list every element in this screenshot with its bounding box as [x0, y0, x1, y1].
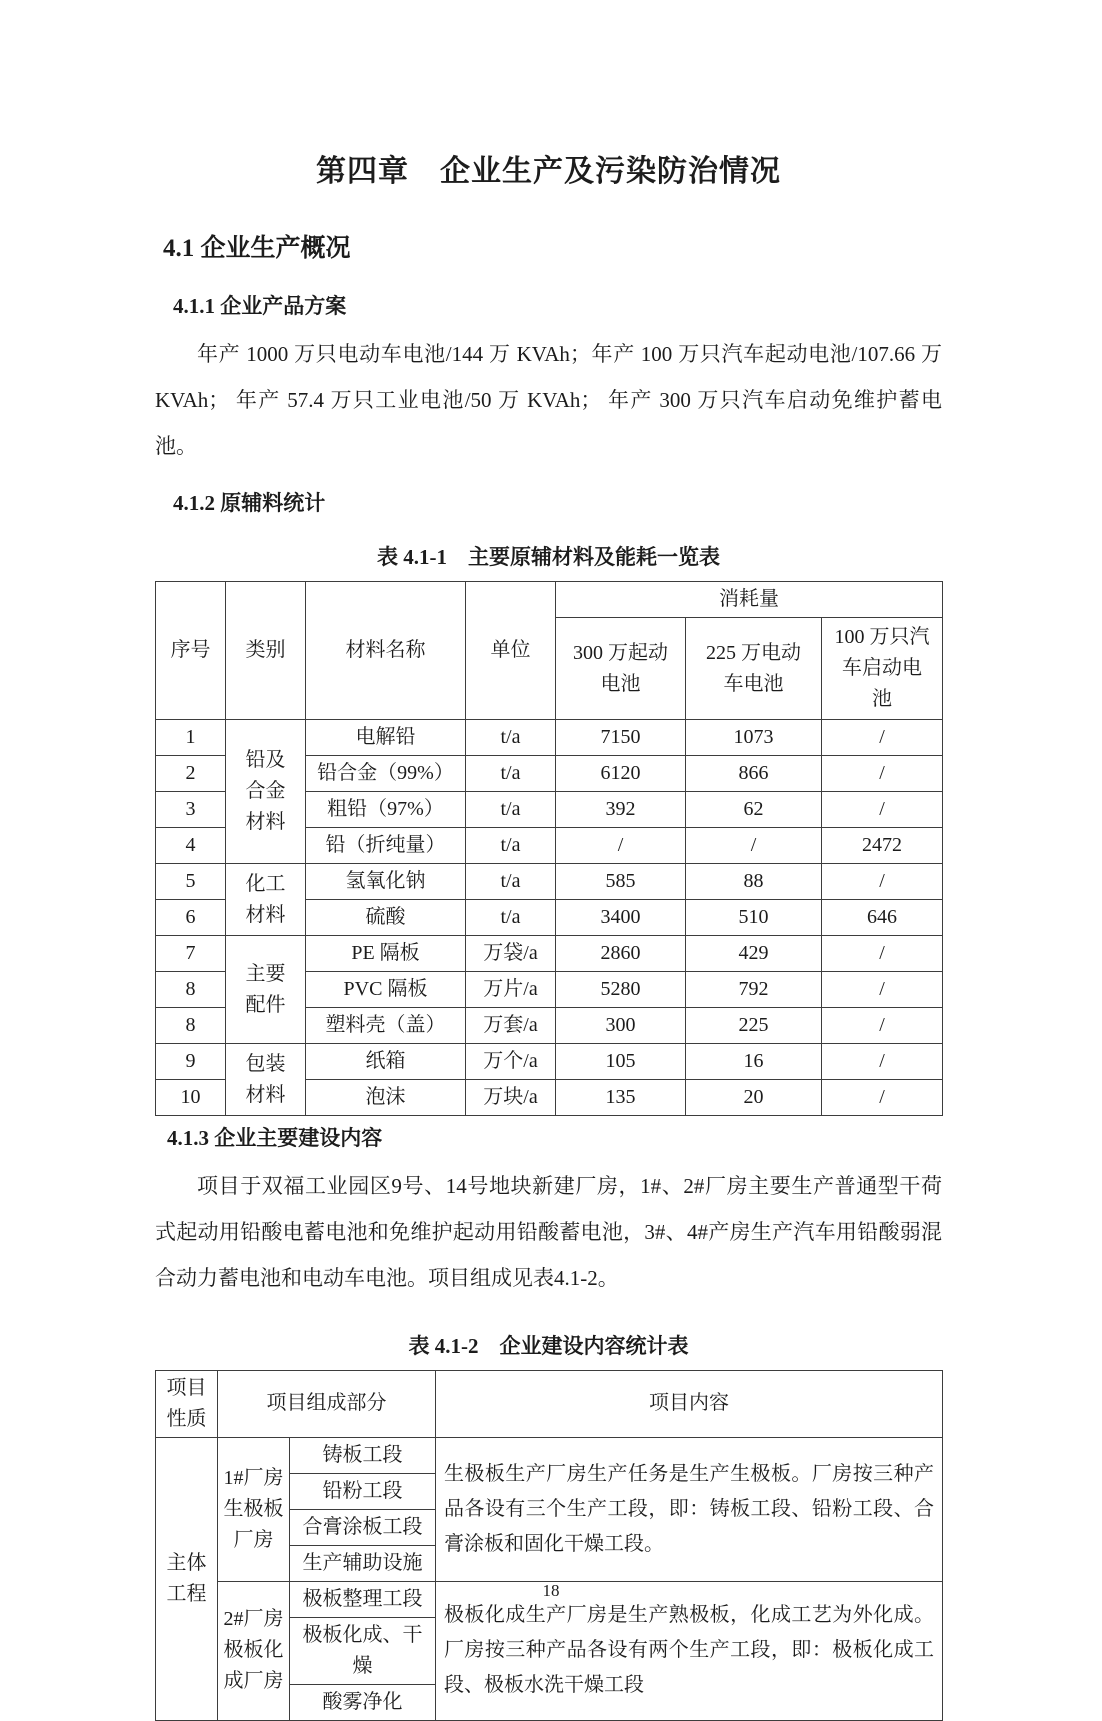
- table-header: [156, 1370, 943, 1437]
- cell-no: 6: [156, 900, 226, 936]
- cell-value: 510: [686, 900, 822, 936]
- col-header-project-component: 项目组成部分: [218, 1370, 436, 1437]
- col-header-material: 材料名称: [306, 582, 466, 720]
- cell-value: /: [822, 972, 943, 1008]
- cell-value: 1073: [686, 720, 822, 756]
- cell-unit: t/a: [466, 792, 556, 828]
- cell-category-packaging: 包装材料: [226, 1044, 306, 1116]
- cell-section: 极板化成、干燥: [290, 1617, 436, 1684]
- cell-value: 88: [686, 864, 822, 900]
- cell-no: 5: [156, 864, 226, 900]
- cell-value: 20: [686, 1080, 822, 1116]
- cell-value: 392: [556, 792, 686, 828]
- col-header-consumption: 消耗量: [556, 582, 943, 618]
- cell-unit: t/a: [466, 828, 556, 864]
- page-number: 18: [542, 1581, 560, 1600]
- cell-value: 3400: [556, 900, 686, 936]
- cell-value: /: [556, 828, 686, 864]
- cell-material: 粗铅（97%）: [306, 792, 466, 828]
- cell-no: 9: [156, 1044, 226, 1080]
- table-row: [156, 864, 943, 900]
- materials-consumption-table: [155, 581, 943, 1116]
- cell-section: 铸板工段: [290, 1437, 436, 1473]
- cell-value: 585: [556, 864, 686, 900]
- col-header-project-nature: 项目性质: [156, 1370, 218, 1437]
- cell-value: 866: [686, 756, 822, 792]
- document-page: [0, 146, 1102, 1713]
- cell-value: 225: [686, 1008, 822, 1044]
- cell-workshop-1-content: 生极板生产厂房生产任务是生产生极板。厂房按三种产品各设有三个生产工段，即：铸板工段、铅粉工段、合膏涂板和固化干燥工段。: [436, 1437, 943, 1581]
- cell-value: 5280: [556, 972, 686, 1008]
- section-heading-4-1-1: 4.1.1 企业产品方案: [173, 294, 347, 318]
- cell-unit: t/a: [466, 720, 556, 756]
- col-header-unit: 单位: [466, 582, 556, 720]
- section-heading-4-1: 4.1 企业生产概况: [163, 235, 351, 262]
- cell-value: 6120: [556, 756, 686, 792]
- section-heading-4-1-2: 4.1.2 原辅料统计: [173, 491, 326, 516]
- cell-section: 生产辅助设施: [290, 1545, 436, 1581]
- cell-unit: t/a: [466, 864, 556, 900]
- cell-unit: t/a: [466, 900, 556, 936]
- cell-material: 铅（折纯量）: [306, 828, 466, 864]
- cell-value: /: [822, 756, 943, 792]
- cell-value: 646: [822, 900, 943, 936]
- col-header-project-content: 项目内容: [436, 1370, 943, 1437]
- cell-value: 135: [556, 1080, 686, 1116]
- cell-no: 2: [156, 756, 226, 792]
- page-title: 第四章 企业生产及污染防治情况: [316, 155, 781, 188]
- col-header-category: 类别: [226, 582, 306, 720]
- cell-material: 铅合金（99%）: [306, 756, 466, 792]
- cell-value: 2860: [556, 936, 686, 972]
- cell-value: /: [686, 828, 822, 864]
- cell-section: 合膏涂板工段: [290, 1509, 436, 1545]
- cell-unit: t/a: [466, 756, 556, 792]
- cell-material: 纸箱: [306, 1044, 466, 1080]
- table-row: [156, 936, 943, 972]
- cell-project-nature: 主体工程: [156, 1437, 218, 1720]
- cell-no: 3: [156, 792, 226, 828]
- construction-content-table: [155, 1370, 943, 1721]
- cell-value: /: [822, 720, 943, 756]
- cell-value: /: [822, 936, 943, 972]
- cell-no: 8: [156, 972, 226, 1008]
- col-header-battery-225w: 225 万电动车电池: [686, 618, 822, 720]
- table-header-row: [156, 1370, 943, 1437]
- cell-material: 塑料壳（盖）: [306, 1008, 466, 1044]
- cell-unit: 万个/a: [466, 1044, 556, 1080]
- cell-value: /: [822, 1008, 943, 1044]
- table-header-row: [156, 582, 943, 618]
- cell-value: 2472: [822, 828, 943, 864]
- table-caption-4-1-1: 表 4.1-1 主要原辅材料及能耗一览表: [377, 545, 720, 570]
- cell-workshop-2: 2#厂房极板化成厂房: [218, 1581, 290, 1720]
- cell-workshop-1: 1#厂房生极板厂房: [218, 1437, 290, 1581]
- cell-value: 105: [556, 1044, 686, 1080]
- cell-section: 酸雾净化: [290, 1684, 436, 1720]
- cell-no: 8: [156, 1008, 226, 1044]
- cell-value: /: [822, 864, 943, 900]
- cell-material: 硫酸: [306, 900, 466, 936]
- cell-section: 极板整理工段: [290, 1581, 436, 1617]
- cell-value: 7150: [556, 720, 686, 756]
- cell-unit: 万套/a: [466, 1008, 556, 1044]
- cell-material: 氢氧化钠: [306, 864, 466, 900]
- cell-no: 4: [156, 828, 226, 864]
- cell-value: /: [822, 1044, 943, 1080]
- page-content: [0, 146, 1102, 1721]
- cell-material: 泡沫: [306, 1080, 466, 1116]
- cell-unit: 万袋/a: [466, 936, 556, 972]
- cell-material: 电解铅: [306, 720, 466, 756]
- cell-value: 429: [686, 936, 822, 972]
- paragraph-product-plan: 年产 1000 万只电动车电池/144 万 KVAh；年产 100 万只汽车起动电池/107.66 万 KVAh； 年产 57.4 万只工业电池/50 万 KVAh； 年产 300 万只汽车启动免维护蓄电池。: [155, 342, 942, 458]
- cell-workshop-2-content: 极板化成生产厂房是生产熟极板，化成工艺为外化成。厂房按三种产品各设有两个生产工段，即：极板化成工段、极板水洗干燥工段: [436, 1581, 943, 1720]
- cell-value: 16: [686, 1044, 822, 1080]
- cell-no: 10: [156, 1080, 226, 1116]
- section-heading-4-1-3: 4.1.3 企业主要建设内容: [167, 1126, 383, 1151]
- col-header-battery-100w: 100 万只汽车启动电池: [822, 618, 943, 720]
- cell-value: 62: [686, 792, 822, 828]
- cell-no: 1: [156, 720, 226, 756]
- table-header: [156, 582, 943, 720]
- cell-value: /: [822, 792, 943, 828]
- table-caption-4-1-2: 表 4.1-2 企业建设内容统计表: [408, 1333, 689, 1358]
- cell-material: PVC 隔板: [306, 972, 466, 1008]
- col-header-battery-300w: 300 万起动电池: [556, 618, 686, 720]
- cell-unit: 万片/a: [466, 972, 556, 1008]
- cell-material: PE 隔板: [306, 936, 466, 972]
- cell-category-main-parts: 主要配件: [226, 936, 306, 1044]
- paragraph-construction: 项目于双福工业园区9号、14号地块新建厂房，1#、2#厂房主要生产普通型干荷式起动用铅酸电蓄电池和免维护起动用铅酸蓄电池，3#、4#产房生产汽车用铅酸弱混合动力蓄电池和电动车电池。项目组成见表4.1-2。: [155, 1174, 942, 1290]
- cell-category-lead-alloy: 铅及合金材料: [226, 720, 306, 864]
- cell-category-chemical: 化工材料: [226, 864, 306, 936]
- col-header-no: 序号: [156, 582, 226, 720]
- cell-value: 792: [686, 972, 822, 1008]
- cell-section: 铅粉工段: [290, 1473, 436, 1509]
- table-row: [156, 1044, 943, 1080]
- cell-value: /: [822, 1080, 943, 1116]
- cell-unit: 万块/a: [466, 1080, 556, 1116]
- cell-value: 300: [556, 1008, 686, 1044]
- cell-no: 7: [156, 936, 226, 972]
- table-row: [156, 1437, 943, 1473]
- table-row: [156, 720, 943, 756]
